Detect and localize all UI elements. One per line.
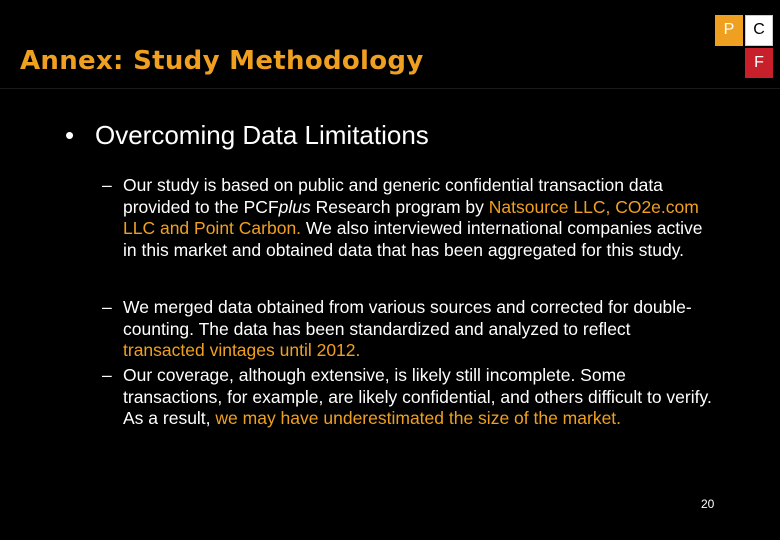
sub1-text-3: We also interviewed international companies active in this market and obtained data that has been aggregated for this study. — [123, 218, 703, 260]
sub2-text-1: We merged data obtained from various sources and corrected for double-counting. The data has been standardized and analyzed to reflect — [123, 297, 692, 339]
sub2-highlight: transacted vintages until 2012. — [123, 340, 361, 360]
logo-cell-p: P — [715, 15, 743, 46]
sub1-text-2: Research program by — [310, 196, 489, 217]
sub-bullet-merged-data — [102, 297, 712, 362]
main-bullet-text: Overcoming Data Limitations — [95, 120, 429, 150]
sub-bullet-text — [123, 297, 712, 362]
logo-cell-blank — [715, 48, 743, 79]
title-divider — [0, 88, 780, 89]
sub-bullet-dash: – — [102, 297, 112, 317]
logo-cell-c: C — [745, 15, 773, 46]
sub-bullet-dash: – — [102, 175, 112, 195]
sub-bullet-text — [123, 365, 712, 430]
sub-bullet-text — [123, 175, 712, 261]
sub3-text-1: Our coverage, although extensive, is likely still incomplete. Some transactions, for example, are likely confidential, and others difficult to verify. As a result, — [123, 365, 712, 428]
sub-bullet-data-sources — [102, 175, 712, 261]
bullet-dot-icon: • — [65, 120, 75, 150]
sub1-text-italic: plus — [278, 196, 311, 217]
logo-cell-f: F — [745, 48, 773, 79]
sub1-text-1: Our study is based on public and generic confidential transaction data provided to the PCF — [123, 175, 663, 217]
main-bullet — [65, 120, 429, 151]
sub-bullet-coverage — [102, 365, 712, 430]
sub-bullet-dash: – — [102, 365, 112, 385]
page-number: 20 — [701, 497, 715, 511]
sub3-highlight: we may have underestimated the size of the market. — [215, 408, 622, 428]
slide-title: Annex: Study Methodology — [20, 46, 424, 76]
pcf-logo — [715, 15, 773, 78]
sub1-highlight: Natsource LLC, CO2e.com LLC and Point Carbon. — [123, 196, 699, 238]
